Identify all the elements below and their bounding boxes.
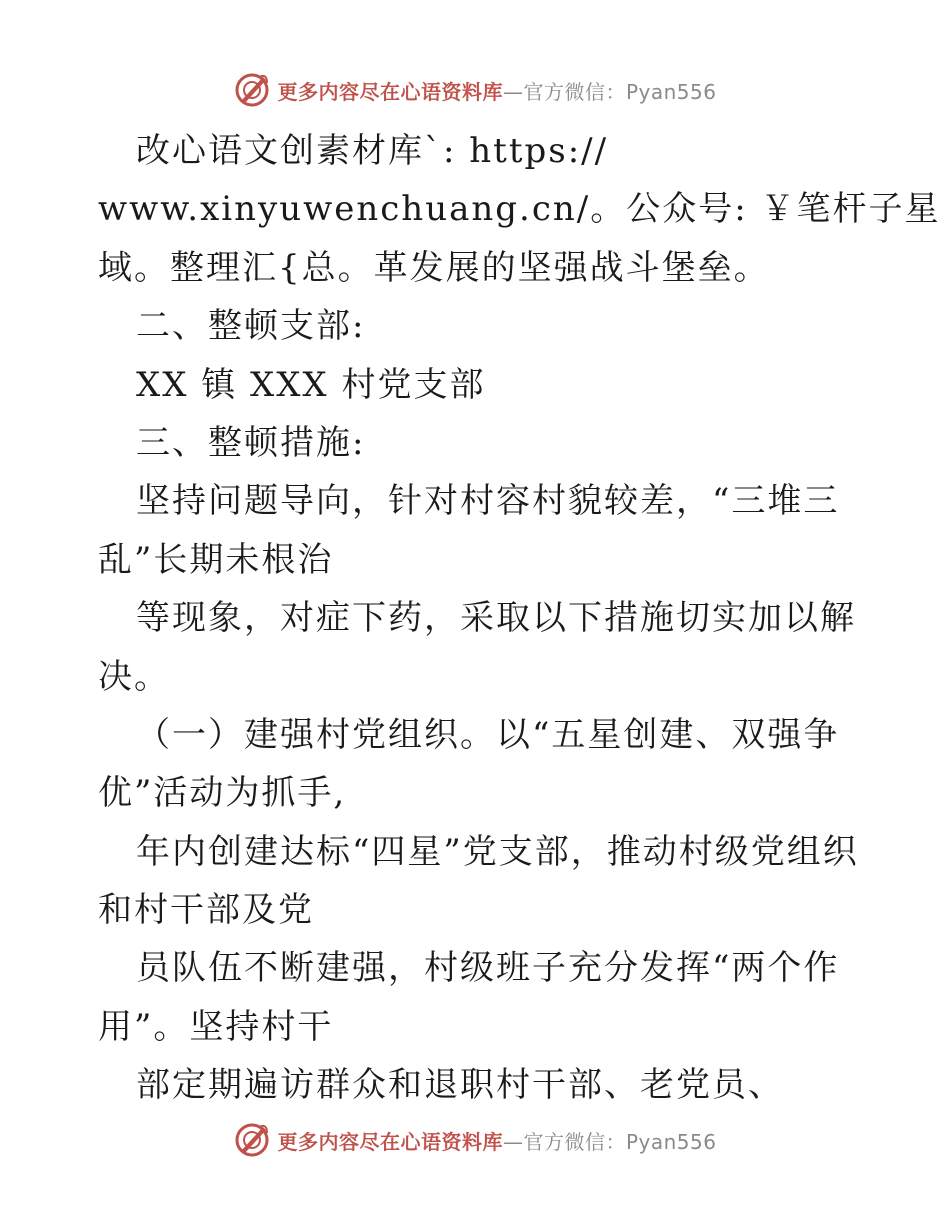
quill-seal-icon	[233, 71, 271, 109]
paragraph-line: 改心语文创素材库`: https://	[136, 131, 609, 171]
banner-wechat: 官方微信：Pyan556	[523, 79, 717, 104]
paragraph-line: 优”活动为抓手,	[98, 773, 347, 814]
banner-text	[277, 1126, 716, 1155]
banner-separator: —	[502, 79, 524, 104]
banner-wechat: 官方微信：Pyan556	[523, 1129, 717, 1154]
paragraph-line: www.xinyuwenchuang.cn/。公众号: ￥笔杆子星	[98, 189, 941, 230]
section-heading: 三、整顿措施:	[136, 422, 366, 463]
banner-separator: —	[502, 1129, 524, 1154]
paragraph-line: 用”。坚持村干	[98, 1006, 334, 1047]
header-watermark-banner	[0, 68, 950, 112]
footer-watermark-banner	[0, 1118, 950, 1162]
paragraph-line: 和村干部及党	[98, 890, 314, 931]
paragraph-line: 员队伍不断建强，村级班子充分发挥“两个作	[136, 948, 840, 989]
banner-text	[277, 76, 716, 105]
paragraph-line: 乱”长期未根治	[98, 539, 334, 580]
section-heading: 二、整顿支部:	[136, 306, 366, 347]
paragraph-line: 年内创建达标“四星”党支部，推动村级党组织	[136, 831, 859, 872]
paragraph-line: （一）建强村党组织。以“五星创建、双强争	[136, 714, 840, 755]
document-body	[98, 122, 941, 1115]
paragraph-line: 等现象，对症下药，采取以下措施切实加以解	[136, 598, 856, 639]
quill-seal-icon	[233, 1121, 271, 1159]
paragraph-line: XX 镇 XXX 村党支部	[136, 364, 486, 405]
paragraph-line: 域。整理汇{总。革发展的坚强战斗堡垒。	[98, 247, 770, 288]
paragraph-line: 决。	[98, 656, 170, 697]
banner-lead: 更多内容尽在心语资料库	[277, 1129, 503, 1154]
paragraph-line: 坚持问题导向，针对村容村貌较差，“三堆三	[136, 481, 840, 522]
banner-lead: 更多内容尽在心语资料库	[277, 79, 503, 104]
paragraph-line: 部定期遍访群众和退职村干部、老党员、	[136, 1065, 784, 1106]
